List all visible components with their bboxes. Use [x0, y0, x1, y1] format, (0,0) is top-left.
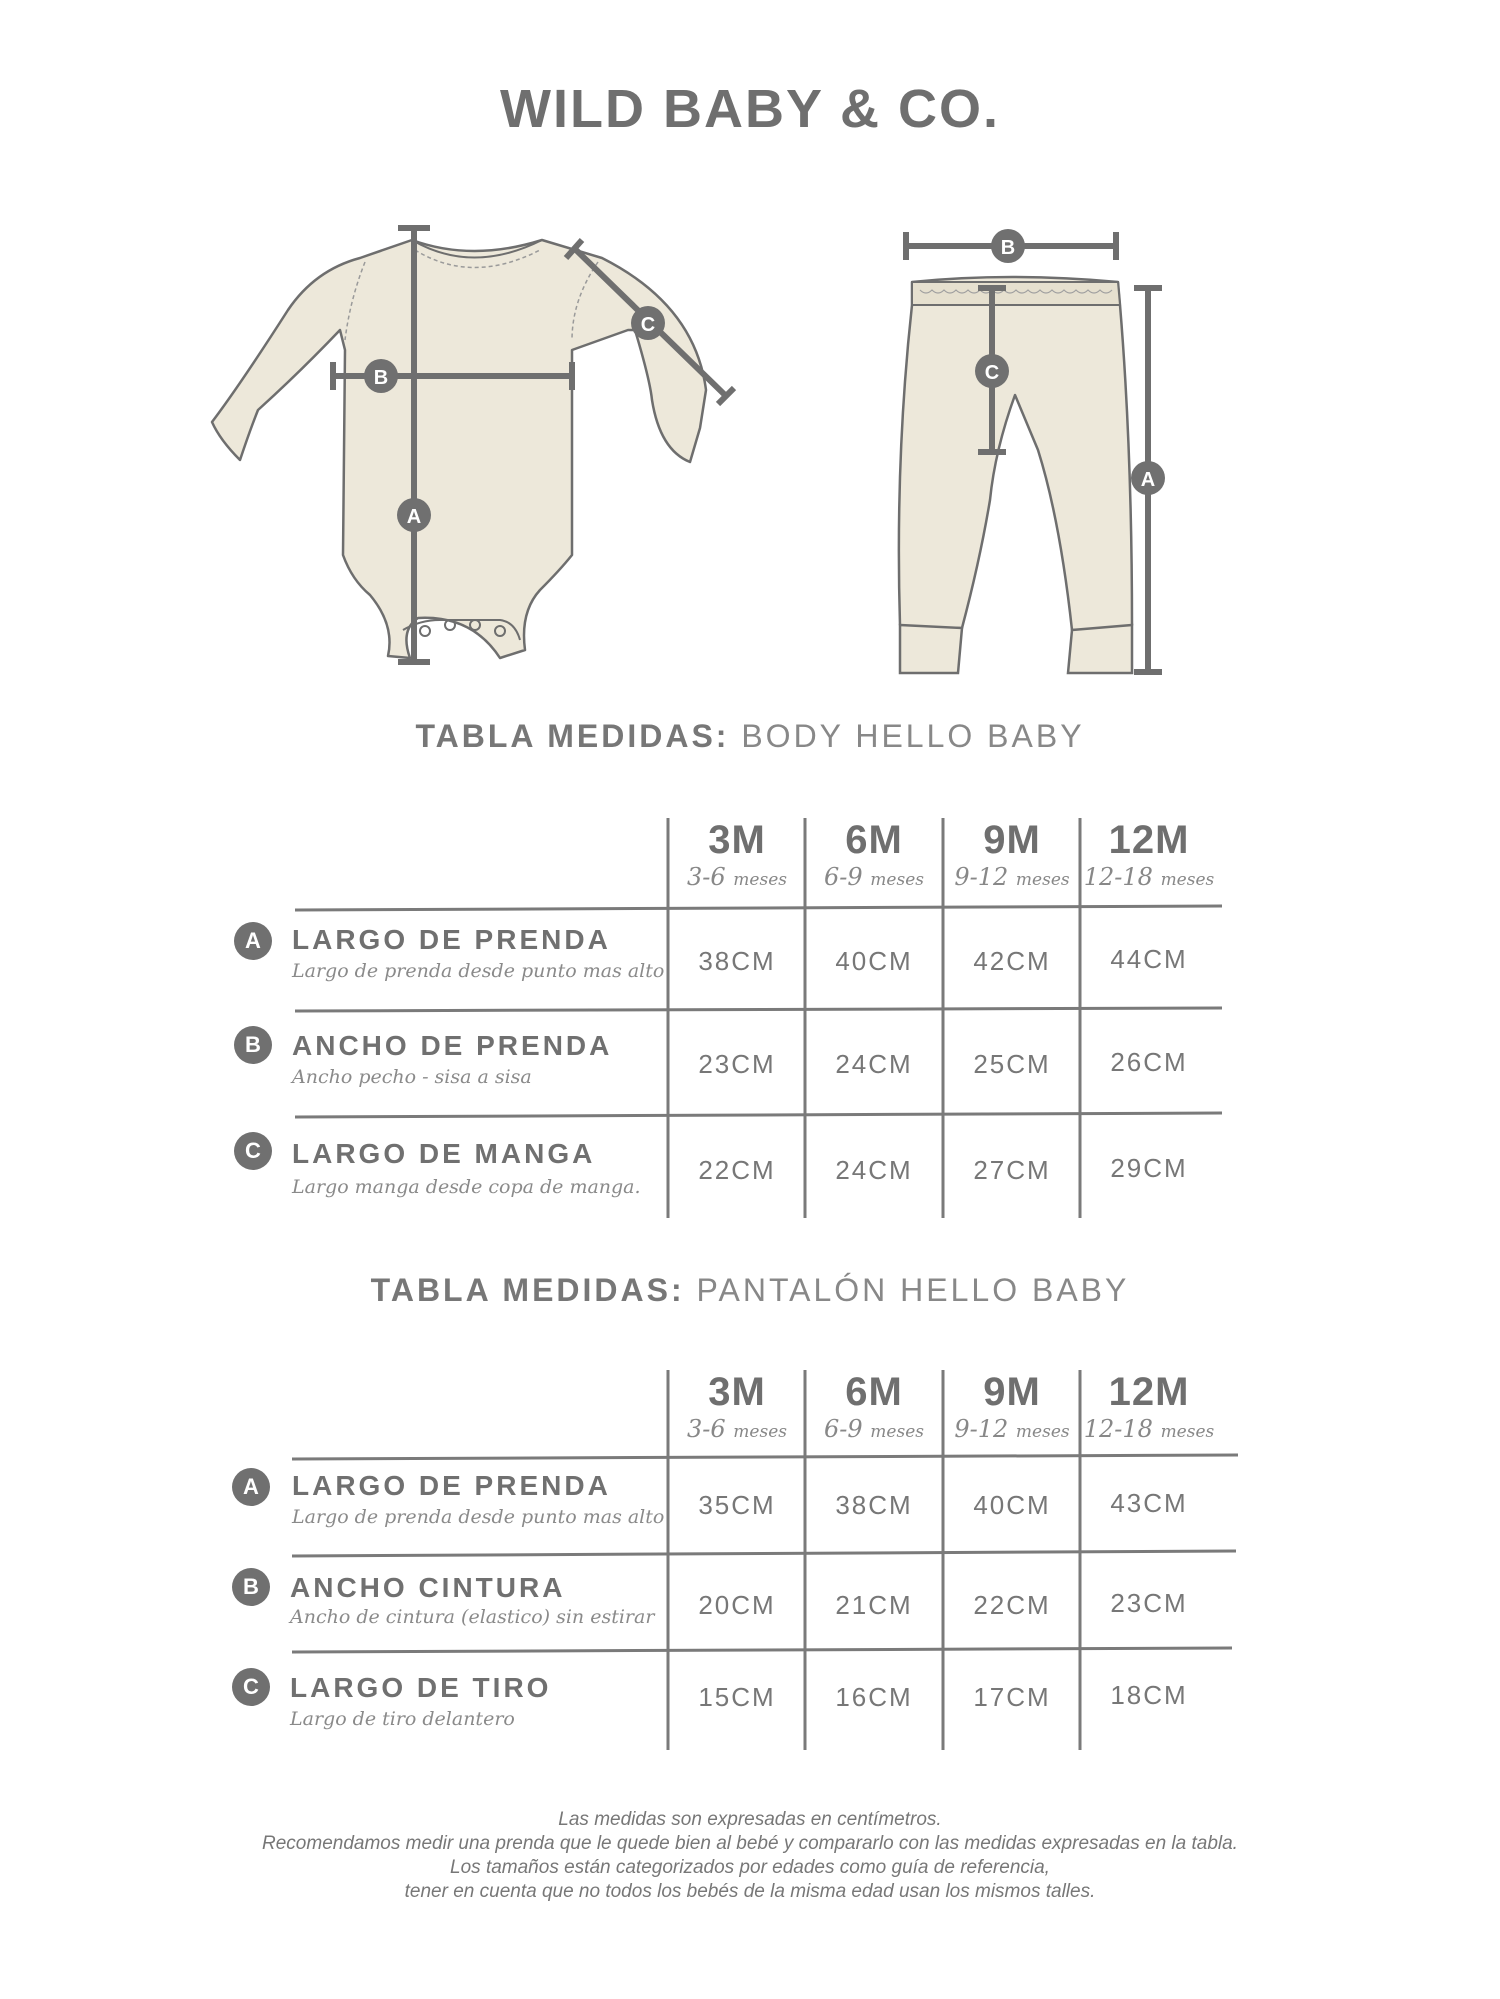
table-cell: 35CM [698, 1490, 776, 1520]
footer-notes [0, 1808, 1500, 1904]
table-cell: 38CM [698, 946, 776, 976]
brand-title: WILD BABY & CO. [500, 79, 1000, 139]
footer-line: Los tamaños están categorizados por edades como guía de referencia, [450, 1857, 1050, 1878]
table-cell: 21CM [835, 1590, 913, 1620]
row-badge-c: C [232, 1668, 270, 1706]
row-subtitle: Largo de prenda desde punto mas alto [292, 1506, 665, 1528]
table-cell: 16CM [835, 1682, 913, 1712]
section-title-product: BODY HELLO BABY [741, 718, 1085, 754]
row-subtitle: Ancho pecho - sisa a sisa [292, 1066, 532, 1088]
size-range-num: 3-6 [687, 1415, 726, 1443]
table-cell: 22CM [698, 1155, 776, 1185]
size-range-num: 9-12 [954, 863, 1009, 891]
size-range-num: 6-9 [824, 863, 863, 891]
row-title: ANCHO CINTURA [290, 1572, 566, 1603]
table-cell: 24CM [835, 1155, 913, 1185]
size-code: 12M [1108, 818, 1190, 862]
row-subtitle: Largo de tiro delantero [290, 1708, 515, 1730]
size-range-unit: meses [870, 870, 924, 890]
row-title: LARGO DE TIRO [290, 1672, 552, 1703]
row-title: ANCHO DE PRENDA [292, 1030, 613, 1061]
footer-line: Las medidas son expresadas en centímetros. [558, 1809, 942, 1830]
size-code: 9M [983, 1370, 1041, 1414]
table-cell: 40CM [973, 1490, 1051, 1520]
table-cell: 15CM [698, 1682, 776, 1712]
table-cell: 42CM [973, 946, 1051, 976]
table-cell: 27CM [973, 1155, 1051, 1185]
size-header-12m [1080, 1370, 1218, 1447]
section-title-bold: TABLA MEDIDAS: [415, 718, 730, 754]
measure-label-c: C [984, 362, 1000, 384]
row-subtitle: Ancho de cintura (elastico) sin estirar [290, 1606, 655, 1628]
table-cell: 40CM [835, 946, 913, 976]
measure-label-a: A [406, 506, 422, 528]
size-range-num: 9-12 [954, 1415, 1009, 1443]
size-range-num: 12-18 [1083, 1415, 1153, 1443]
size-range [668, 1414, 806, 1447]
size-range [805, 1414, 943, 1447]
table-cell: 43CM [1110, 1488, 1188, 1518]
size-code: 6M [845, 818, 903, 862]
row-badge-a: A [232, 1468, 270, 1506]
size-range-unit: meses [1015, 1422, 1070, 1442]
row-badge-a: A [234, 922, 272, 960]
table-cell: 22CM [973, 1590, 1051, 1620]
row-subtitle: Largo manga desde copa de manga. [292, 1176, 641, 1198]
table-cell: 20CM [698, 1590, 776, 1620]
row-badge-c: C [234, 1132, 272, 1170]
row-title: LARGO DE PRENDA [292, 1470, 611, 1501]
table-cell: 26CM [1110, 1047, 1188, 1077]
measure-label-c: C [640, 314, 656, 336]
table-cell: 17CM [973, 1682, 1051, 1712]
table-cell: 23CM [1110, 1588, 1188, 1618]
measure-label-b: B [1000, 237, 1016, 259]
row-subtitle: Largo de prenda desde punto mas alto [292, 960, 665, 982]
size-range-num: 3-6 [687, 863, 726, 891]
table-cell: 24CM [835, 1049, 913, 1079]
size-header-9m [943, 1370, 1081, 1447]
size-range-unit: meses [1160, 870, 1215, 890]
table-cell: 23CM [698, 1049, 776, 1079]
size-code: 9M [983, 818, 1041, 862]
footer-line: tener en cuenta que no todos los bebés de la misma edad usan los mismos talles. [404, 1881, 1096, 1902]
size-range-unit: meses [870, 1422, 924, 1442]
size-range-num: 12-18 [1083, 863, 1153, 891]
size-code: 6M [845, 1370, 903, 1414]
size-range-unit: meses [733, 870, 787, 890]
size-header-6m [805, 1370, 943, 1447]
row-title: LARGO DE PRENDA [292, 924, 611, 955]
size-code: 3M [708, 1370, 766, 1414]
table-cell: 25CM [973, 1049, 1051, 1079]
row-badge-b: B [232, 1568, 270, 1606]
row-badge-b: B [234, 1026, 272, 1064]
size-code: 12M [1108, 1370, 1190, 1414]
table-cell: 29CM [1110, 1153, 1188, 1183]
size-header-3m [668, 1370, 806, 1447]
footer-line: Recomendamos medir una prenda que le quede bien al bebé y compararlo con las medidas expresadas en la tabla. [262, 1833, 1238, 1854]
size-range-unit: meses [733, 1422, 787, 1442]
table-cell: 44CM [1110, 944, 1188, 974]
size-range-num: 6-9 [824, 1415, 863, 1443]
size-range [1080, 1414, 1218, 1447]
size-range-unit: meses [1015, 870, 1070, 890]
table-cell: 38CM [835, 1490, 913, 1520]
size-code: 3M [708, 818, 766, 862]
size-range-unit: meses [1160, 1422, 1215, 1442]
size-range [943, 1414, 1081, 1447]
table-cell: 18CM [1110, 1680, 1188, 1710]
section-title-bold: TABLA MEDIDAS: [370, 1272, 685, 1308]
section-title-product: PANTALÓN HELLO BABY [696, 1272, 1130, 1308]
row-title: LARGO DE MANGA [292, 1138, 596, 1169]
measure-label-a: A [1140, 469, 1156, 491]
measure-label-b: B [373, 367, 389, 389]
